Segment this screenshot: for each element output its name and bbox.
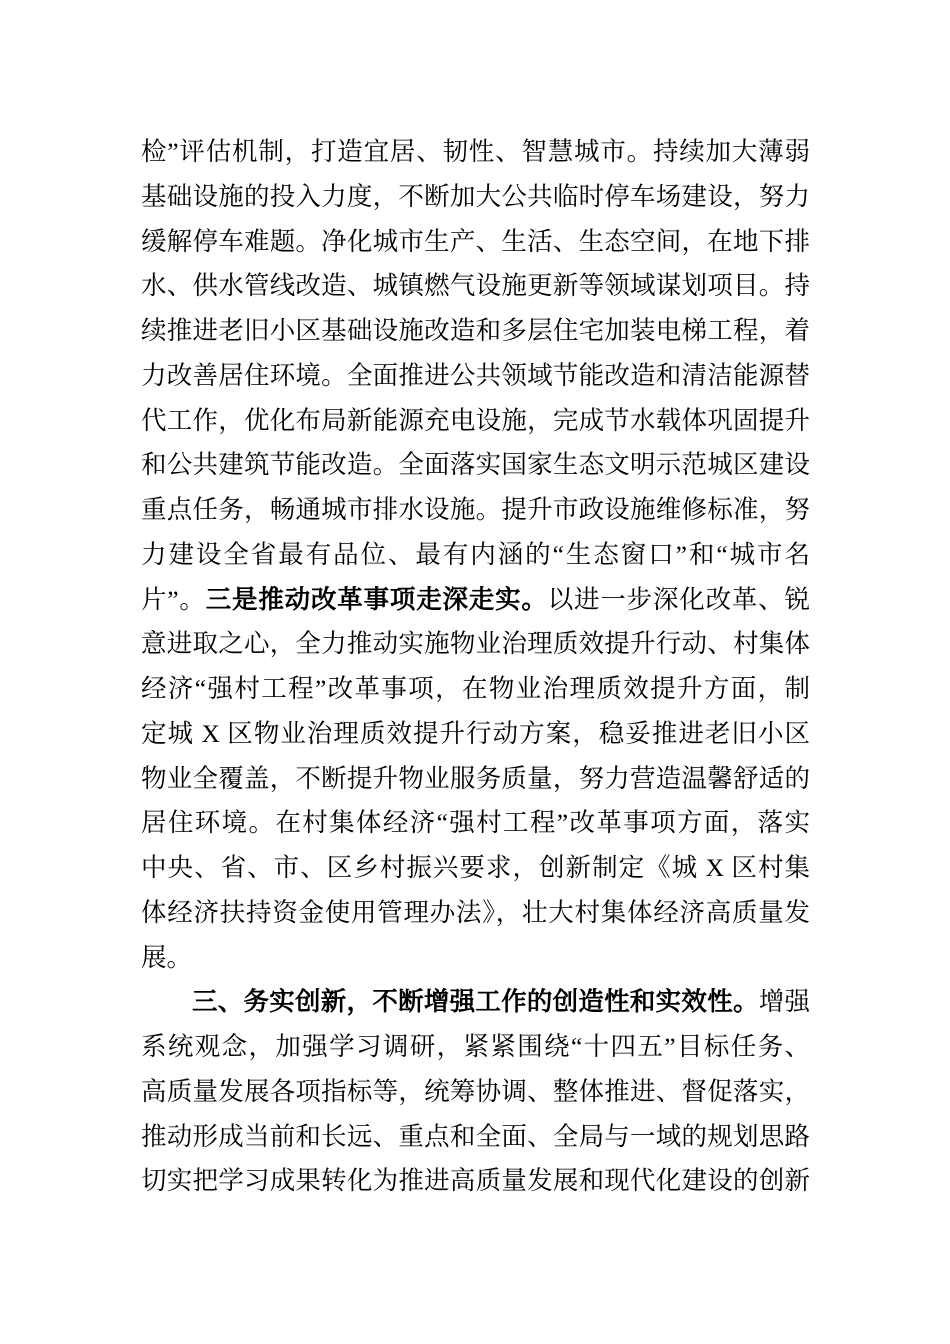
text-line (141, 846, 810, 891)
text-line (141, 175, 810, 220)
text-line (141, 443, 810, 488)
body-text-run: 重点任务，畅通城市排水设施。提升市政设施维修标准，努 (141, 495, 810, 524)
text-line (141, 578, 810, 623)
text-line (141, 309, 810, 354)
body-text-run: 缓解停车难题。净化城市生产、生活、生态空间，在地下排 (141, 226, 810, 256)
body-text-run: 和公共建筑节能改造。全面落实国家生态文明示范城区建设 (141, 450, 810, 480)
document-body (141, 130, 810, 1204)
body-text-run: 中央、省、市、区乡村振兴要求，创新制定《城 X 区村集 (141, 853, 810, 882)
body-text-run: 展。 (141, 942, 193, 972)
text-line (141, 220, 810, 265)
text-line (141, 667, 810, 712)
text-line (141, 354, 810, 399)
body-text-run: 代工作，优化布局新能源充电设施，完成节水载体巩固提升 (141, 405, 810, 435)
body-text-run: 切实把学习成果转化为推进高质量发展和现代化建设的创新 (141, 1166, 810, 1196)
body-text-run: 居住环境。在村集体经济“强村工程”改革事项方面，落实 (141, 808, 810, 838)
body-text-run: 推动形成当前和长远、重点和全面、全局与一域的规划思路 (141, 1121, 810, 1151)
text-line (141, 936, 810, 981)
text-line (141, 757, 810, 802)
body-text-run: 力改善居住环境。全面推进公共领域节能改造和清洁能源替 (141, 360, 810, 390)
text-line (141, 622, 810, 667)
body-text-run: 力建设全省最有品位、最有内涵的“生态窗口”和“城市名 (141, 539, 810, 569)
text-line (141, 1070, 810, 1115)
body-text-run: 检”评估机制，打造宜居、韧性、智慧城市。持续加大薄弱 (141, 137, 810, 166)
text-line (141, 488, 810, 533)
body-text-run: 经济“强村工程”改革事项，在物业治理质效提升方面，制 (141, 674, 810, 703)
body-text-run: 增强 (758, 987, 810, 1017)
body-text-run: 高质量发展各项指标等，统筹协调、整体推进、督促落实， (141, 1076, 810, 1106)
body-text-run: 基础设施的投入力度，不断加大公共临时停车场建设，努力 (141, 181, 810, 211)
body-text-run: 片”。 (141, 584, 206, 614)
text-line (141, 891, 810, 936)
body-text-run: 续推进老旧小区基础设施改造和多层住宅加装电梯工程，着 (141, 316, 810, 345)
text-line (141, 1159, 810, 1204)
text-line (141, 712, 810, 757)
body-text-run: 意进取之心，全力推动实施物业治理质效提升行动、村集体 (141, 629, 810, 659)
section-heading-run: 三、务实创新，不断增强工作的创造性和实效性。 (192, 988, 759, 1017)
body-text-run: 水、供水管线改造、城镇燃气设施更新等领域谋划项目。持 (141, 271, 810, 301)
text-line (141, 1115, 810, 1160)
text-line (141, 264, 810, 309)
text-line (141, 130, 810, 175)
text-line (141, 1025, 810, 1070)
text-line (141, 533, 810, 578)
text-line (141, 980, 810, 1025)
body-text-run: 以进一步深化改革、锐 (547, 584, 810, 614)
text-line (141, 399, 810, 444)
body-text-run: 定城 X 区物业治理质效提升行动方案，稳妥推进老旧小区 (141, 718, 810, 748)
text-line (141, 801, 810, 846)
bold-emphasis-run: 三是推动改革事项走深走实。 (205, 584, 548, 614)
body-text-run: 体经济扶持资金使用管理办法》，壮大村集体经济高质量发 (141, 897, 810, 927)
body-text-run: 系统观念，加强学习调研，紧紧围绕“十四五”目标任务、 (141, 1032, 810, 1061)
body-text-run: 物业全覆盖，不断提升物业服务质量，努力营造温馨舒适的 (141, 763, 810, 793)
